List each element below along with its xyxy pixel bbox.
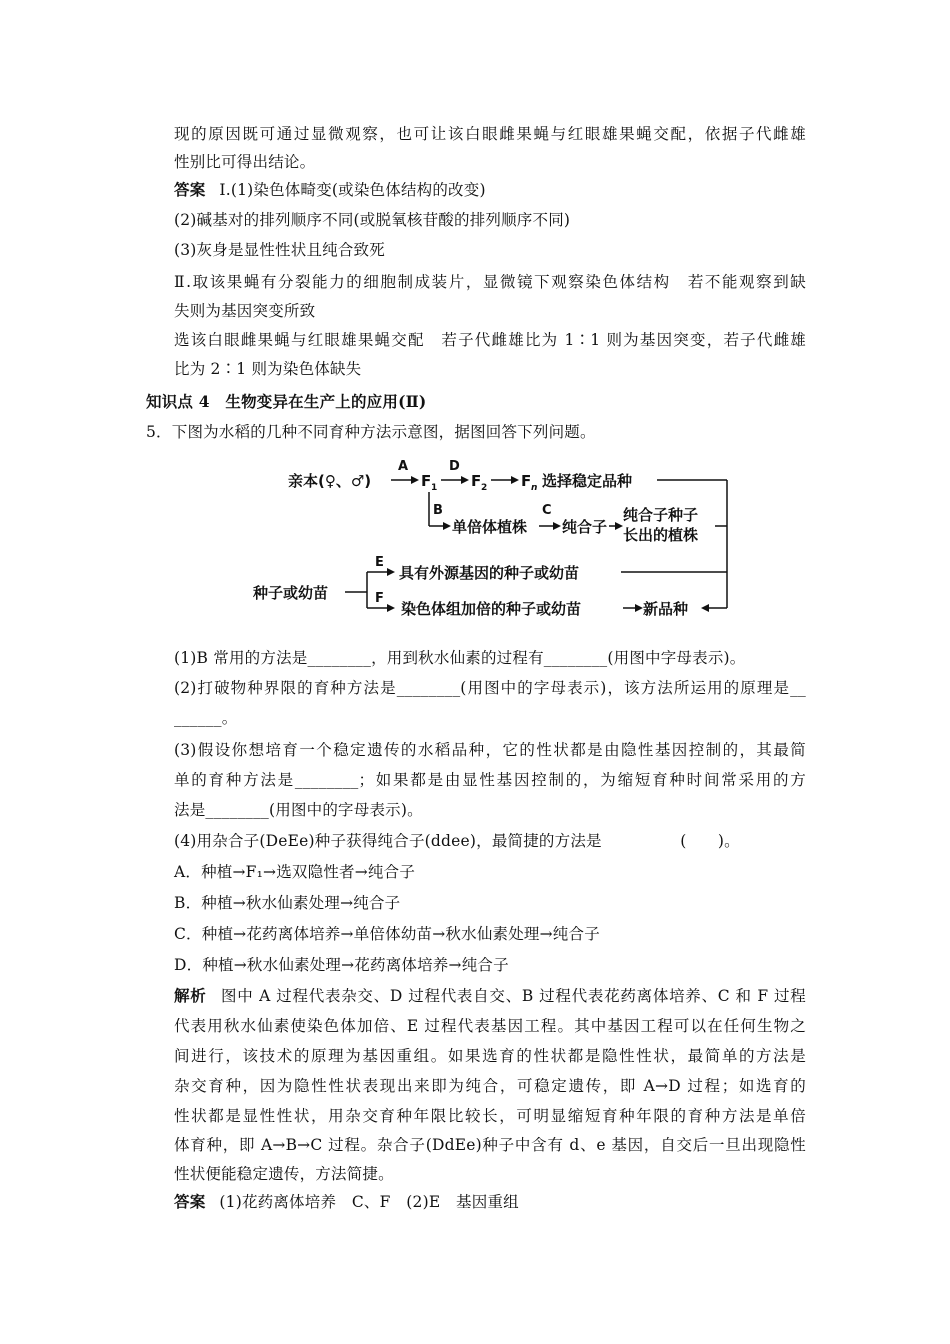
arrow-d-head [461, 476, 469, 484]
answer-5-line [174, 1192, 519, 1212]
diagram-seed: 种子或幼苗 [253, 584, 329, 602]
question-5-part-3b: 单的育种方法是________；如果都是由显性基因控制的，为缩短育种时间常采用的方 [174, 771, 806, 789]
diagram-new-variety: 新品种 [643, 600, 689, 618]
diagram-haploid: 单倍体植株 [452, 518, 528, 536]
option-a: A．种植→F₁→选双隐性者→纯合子 [174, 863, 416, 881]
analysis-label: 解析 [174, 986, 207, 1005]
arrow-fn-head [511, 476, 519, 484]
question-5-part-2b: ______。 [174, 709, 238, 727]
diagram-f1: F [421, 472, 432, 490]
prev-text-line-1: 现的原因既可通过显微观察，也可让该白眼雌果蝇与红眼雄果蝇交配，依据子代雌雄 [174, 125, 806, 143]
diagram-f2: F [471, 472, 482, 490]
diagram-pure: 纯合子 [562, 518, 608, 536]
diagram-f2-sub: 2 [481, 483, 488, 493]
analysis-line-7: 性状便能稳定遗传，方法简捷。 [174, 1165, 394, 1183]
label-e: E [375, 555, 384, 570]
label-f: F [375, 591, 384, 606]
diagram-select: 选择稳定品种 [542, 472, 633, 490]
question-5-stem: 5．下图为水稻的几种不同育种方法示意图，据图回答下列问题。 [146, 423, 596, 441]
analysis-line-5: 性状都是显性性状，用杂交育种年限比较长，可明显缩短育种年限的育种方法是单倍 [174, 1107, 806, 1125]
analysis-line-3: 间进行，该技术的原理为基因重组。如果选育的性状都是隐性性状，最简单的方法是 [174, 1047, 806, 1065]
analysis-line-6: 体育种，即 A→B→C 过程。杂合子(DdEe)种子中含有 d、e 基因，自交后一旦出现隐性 [174, 1136, 806, 1154]
diagram-doubled: 染色体组加倍的种子或幼苗 [401, 600, 582, 618]
diagram-fn: F [521, 472, 532, 490]
diagram-pure-seed-2: 长出的植株 [623, 526, 699, 544]
option-c: C．种植→花药离体培养→单倍体幼苗→秋水仙素处理→纯合子 [174, 925, 600, 943]
label-c: C [542, 503, 552, 518]
arrow-c-head [553, 522, 561, 530]
answer-label: 答案 [174, 180, 206, 199]
arrow-b-head [443, 522, 451, 530]
analysis-line-4: 杂交育种，因为隐性性状表现出来即为纯合，可稳定遗传，即 A→D 过程；如选育的 [174, 1077, 806, 1095]
arrow-new-head [635, 604, 643, 612]
answer-5-text: (1)花药离体培养 C、F (2)E 基因重组 [219, 1193, 519, 1211]
answer-5-label: 答案 [174, 1192, 206, 1211]
question-5-part-2a: (2)打破物种界限的育种方法是________(用图中的字母表示)，该方法所运用的原理是__ [174, 679, 806, 697]
diagram-foreign: 具有外源基因的种子或幼苗 [399, 564, 580, 582]
arrow-e-head [387, 568, 395, 576]
breeding-diagram [245, 448, 765, 628]
diagram-f1-sub: 1 [431, 483, 438, 493]
question-5-part-4: (4)用杂合子(DeEe)种子获得纯合子(ddee)，最简捷的方法是 ( )。 [174, 832, 740, 850]
answer-4-line-2: (2)碱基对的排列顺序不同(或脱氧核苷酸的排列顺序不同) [174, 211, 571, 229]
answer-4-line-3: (3)灰身是显性性状且纯合致死 [174, 241, 385, 259]
question-5-part-3a: (3)假设你想培育一个稳定遗传的水稻品种，它的性状都是由隐性基因控制的，其最简 [174, 741, 806, 759]
section-heading: 知识点 4 生物变异在生产上的应用(Ⅱ) [146, 392, 427, 411]
analysis-line-2: 代表用秋水仙素使染色体加倍、E 过程代表基因工程。其中基因工程可以在任何生物之 [174, 1017, 806, 1035]
diagram-parent: 亲本(♀、♂) [288, 472, 372, 490]
arrow-right-in-head [701, 604, 709, 612]
option-d: D．种植→秋水仙素处理→花药离体培养→纯合子 [174, 956, 509, 974]
question-5-part-1: (1)B 常用的方法是________，用到秋水仙素的过程有________(用图中字母表示)。 [174, 649, 746, 667]
label-d: D [449, 459, 460, 474]
answer-4-line-5: 失则为基因突变所致 [174, 302, 316, 320]
answer-4-line-6: 选该白眼雌果蝇与红眼雄果蝇交配 若子代雌雄比为 1∶1 则为基因突变，若子代雌雄 [174, 331, 806, 349]
arrow-f-head [387, 604, 395, 612]
arrow-a-head [411, 476, 419, 484]
diagram-fn-sub: n [531, 483, 538, 493]
diagram-pure-seed-1: 纯合子种子 [623, 506, 699, 524]
question-5-part-3c: 法是________(用图中的字母表示)。 [174, 801, 423, 819]
answer-4-line-1 [174, 180, 486, 200]
analysis-line-1 [174, 986, 806, 1006]
analysis-text-1: 图中 A 过程代表杂交、D 过程代表自交、B 过程代表花药离体培养、C 和 F 过程 [220, 987, 806, 1005]
arrow-pure-head [615, 522, 623, 530]
label-b: B [433, 503, 443, 518]
answer-4-line-7: 比为 2∶1 则为染色体缺失 [174, 360, 362, 378]
answer-4-line-4: Ⅱ.取该果蝇有分裂能力的细胞制成装片，显微镜下观察染色体结构 若不能观察到缺 [174, 273, 806, 291]
option-b: B．种植→秋水仙素处理→纯合子 [174, 894, 401, 912]
prev-text-line-2: 性别比可得出结论。 [174, 153, 316, 171]
answer-4-text-1: Ⅰ.(1)染色体畸变(或染色体结构的改变) [219, 181, 486, 199]
label-a: A [398, 459, 409, 474]
